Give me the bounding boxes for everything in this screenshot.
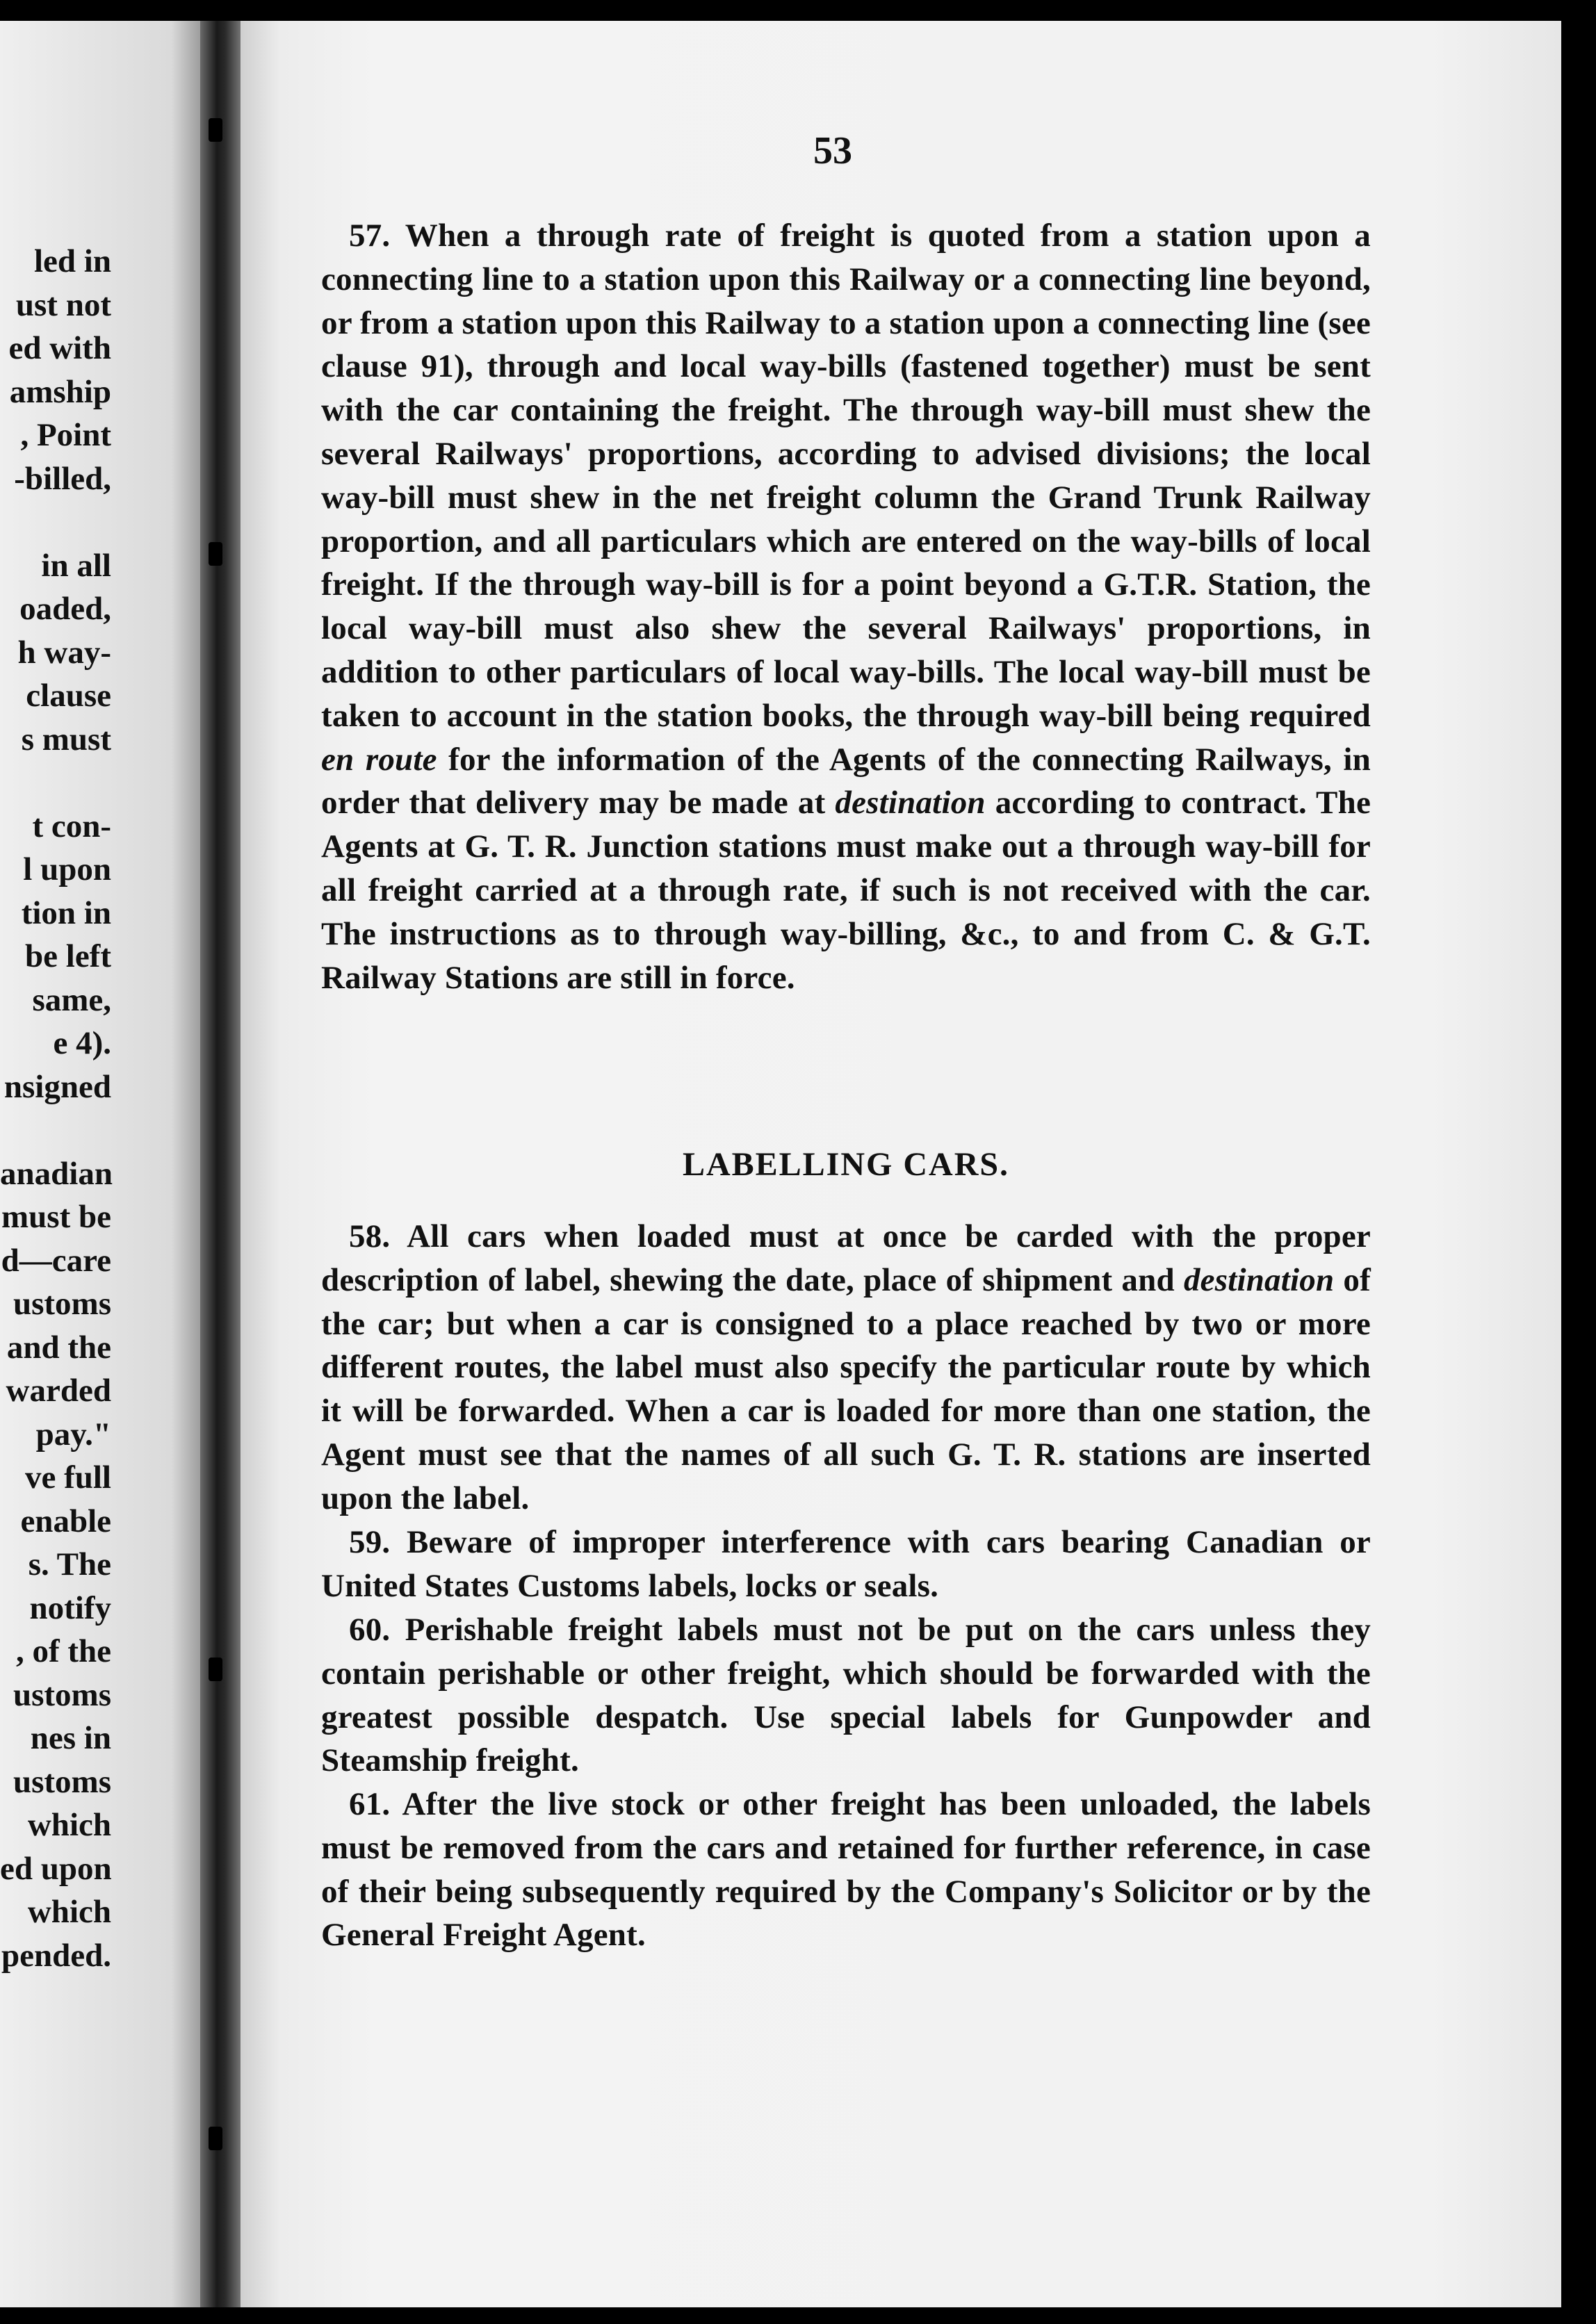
facing-page-line: same, [32,981,111,1018]
facing-page-line: oaded, [19,591,111,627]
facing-page-line: nes in [30,1720,111,1756]
facing-page-line: , Point [20,417,111,453]
facing-page-line: and the [6,1329,111,1366]
facing-page-line: in all [41,547,111,584]
facing-page-line: , of the [15,1633,111,1669]
paragraph-text: All cars when loaded must at once be carded with the proper description of label, shewing the date, place of shipment and destination of the car; but when a car is consigned to a place reached by two or more different routes, the label must also specify the particular route by which it will be forwarded. When a car is loaded for more than one station, the Agent must see that the names of all such G. T. R. stations are inserted upon the label. [321,1218,1371,1516]
facing-page-line: l upon [23,851,111,887]
facing-page-line: pended. [1,1937,111,1974]
facing-page-line: which [27,1807,111,1843]
paragraph-text: After the live stock or other freight has been unloaded, the labels must be removed from the cars and retained for further reference, in case of their being subsequently required by the Company's Solicitor or by the General Freight Agent. [321,1786,1371,1954]
scan-bottom-border [0,2307,1596,2324]
binding-stitch [209,542,222,566]
facing-page-line: d—care [1,1242,111,1279]
facing-page-line: warded [6,1373,111,1409]
facing-page-line: ed upon [0,1850,112,1887]
paragraph-57 [321,214,1371,999]
facing-page-line: s must [21,721,111,758]
facing-page-line: t con- [32,808,111,844]
facing-page-line: amship [9,373,111,410]
facing-page-line: must be [1,1199,111,1235]
facing-page-line: anadian [0,1155,113,1192]
facing-page-line: clause [26,678,111,714]
facing-page-line: which [27,1894,111,1930]
binding-stitch [209,2127,222,2150]
paragraph-text: When a through rate of freight is quoted from a station upon a connecting line to a station upon this Railway or a connecting line beyond, or from a station upon this Railway to a station upon a connecting line (see clause 91), through and local way-bills (fastened together) must be sent with the car containing the freight. The through way-bill must shew the several Railways' proportions, according to advised divisions; the local way-bill must shew in the net freight column the Grand Trunk Railway proportion, and all particulars which are entered on the way-bills of local freight. If the through way-bill is for a point beyond a G.T.R. Station, the local way-bill must also shew the several Railways' proportions, in addition to other particulars of local way-bills. The local way-bill must be taken to account in the station books, the through way-bill being required en route for the information of the Agents of the connecting Railways, in order that delivery may be made at destination according to contract. The Agents at G. T. R. Junction stations must make out a through way-bill for all freight carried at a through rate, if such is not received with the car. The instructions as to through way-billing, &c., to and from C. & G.T. Railway Stations are still in force. [321,218,1371,996]
facing-page-line: led in [33,243,111,279]
facing-page-line: -billed, [14,460,111,497]
paragraph-text: Perishable freight labels must not be put on the cars unless they contain perishable or other freight, which should be forwarded with the greatest possible despatch. Use special labels for Gunpowder and Steamship freight. [321,1612,1371,1779]
scan-top-border [0,0,1596,21]
facing-page-line: enable [20,1503,111,1539]
paragraph-59 [321,1521,1371,1608]
paragraph-number: 58. [349,1218,391,1254]
paragraph-58 [321,1215,1371,1521]
facing-page-line: s. The [28,1546,111,1582]
book-gutter [200,21,242,2307]
facing-page-line: nsigned [3,1068,111,1105]
binding-stitch [209,118,222,142]
facing-page-line: notify [29,1589,111,1626]
paragraph-61 [321,1783,1371,1957]
facing-page-line: ustoms [13,1763,111,1800]
paragraph-number: 59. [349,1524,391,1560]
facing-page-line: e 4). [53,1025,111,1061]
facing-page-line: be left [25,938,111,974]
paragraph-number: 61. [349,1786,391,1822]
paragraph-number: 57. [349,218,391,254]
facing-page-line: ust not [15,286,111,323]
facing-page-line: h way- [17,634,111,671]
paragraph-text: Beware of improper interference with cars bearing Canadian or United States Customs labels, locks or seals. [321,1524,1371,1604]
section-heading: LABELLING CARS. [682,1146,1010,1183]
facing-page-line: ustoms [13,1676,111,1713]
scan-right-border [1561,0,1596,2324]
facing-page-line: pay." [35,1416,111,1452]
paragraph-60 [321,1608,1371,1783]
paragraph-number: 60. [349,1612,391,1648]
page-number: 53 [813,129,852,172]
facing-page-line: ed with [8,330,111,366]
facing-page-line: ustoms [13,1286,111,1322]
binding-stitch [209,1658,222,1681]
facing-page-line: tion in [21,894,111,931]
facing-page-line: ve full [24,1459,111,1496]
